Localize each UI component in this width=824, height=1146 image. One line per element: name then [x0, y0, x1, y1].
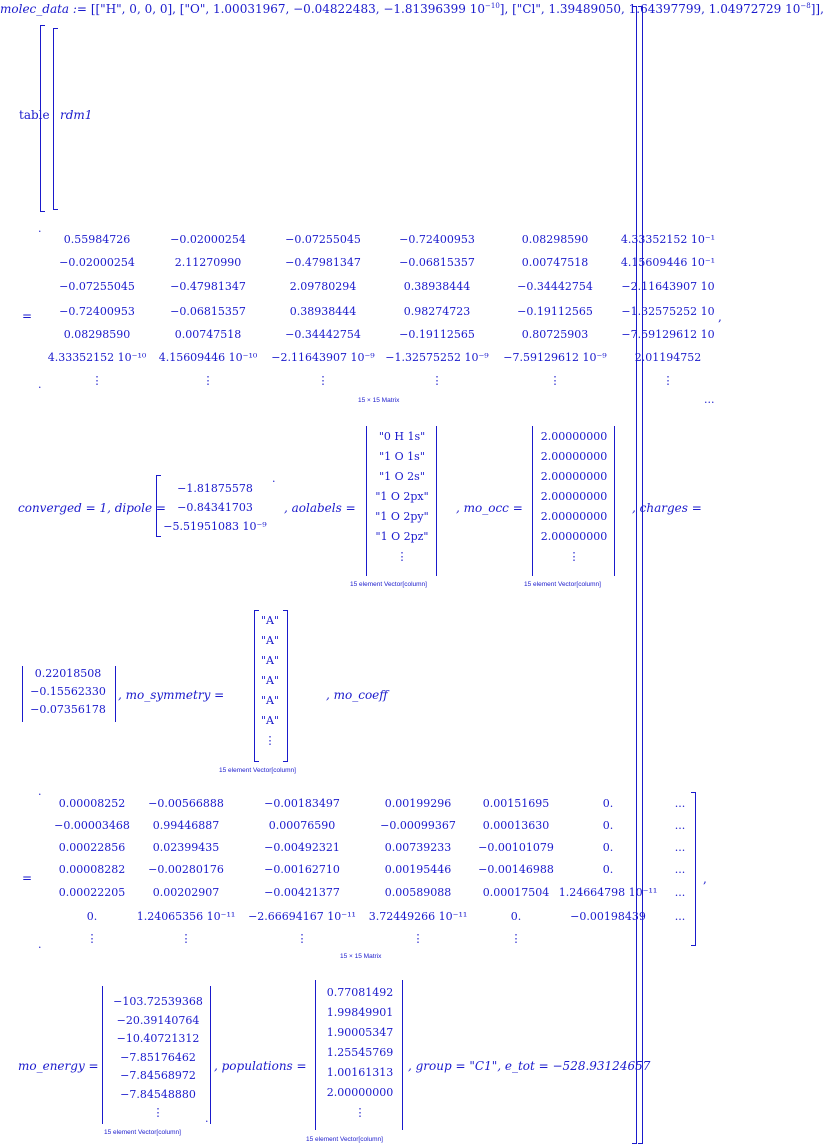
matrix2-cell: −0.00198439	[570, 910, 646, 923]
matrix2-vdots: ⋮	[296, 932, 308, 945]
mo-energy-left-bar	[102, 986, 103, 1124]
matrix1-cell: 2.09780294	[289, 280, 357, 293]
matrix1-cell: 0.80725903	[521, 328, 589, 341]
matrix2-cell: 0.00589088	[384, 886, 452, 899]
matrix1-cell: −0.19112565	[399, 328, 475, 341]
mo-energy-right-bar	[210, 986, 211, 1124]
charges-entry: 0.22018508	[34, 667, 102, 680]
populations-entry: ⋮	[354, 1106, 366, 1119]
aolabels-entry: "1 O 2px"	[375, 490, 429, 503]
matrix1-cell: 0.08298590	[63, 328, 131, 341]
matrix1-caption: 15 × 15 Matrix	[358, 397, 400, 404]
matrix2-cell: 0.00022205	[58, 886, 126, 899]
matrix2-cell: −0.00566888	[148, 797, 224, 810]
mo-energy-caption: 15 element Vector[column]	[104, 1129, 181, 1136]
matrix1-cell: −7.59129612 10	[621, 328, 715, 341]
populations-left-bar	[315, 980, 316, 1130]
converged-dipole-label: converged = 1, dipole =	[18, 501, 166, 515]
populations-entry: 1.90005347	[326, 1026, 394, 1039]
populations-entry: 1.25545769	[326, 1046, 394, 1059]
matrix2-cell: −0.00183497	[264, 797, 340, 810]
mo-occ-entry: ⋮	[568, 550, 580, 563]
table-label: table	[19, 108, 50, 122]
mo-occ-entry: 2.00000000	[540, 430, 608, 443]
mo-symmetry-caption: 15 element Vector[column]	[219, 767, 296, 774]
mo-occ-entry: 2.00000000	[540, 490, 608, 503]
matrix2-cell: 0.	[602, 797, 614, 810]
mo-symmetry-entry: "A"	[260, 634, 280, 647]
matrix1-cell: −0.07255045	[59, 280, 135, 293]
matrix1-cell: 0.00747518	[521, 256, 589, 269]
matrix1-cell: −0.19112565	[517, 305, 593, 318]
matrix2-cell: 0.02399435	[152, 841, 220, 854]
mo-occ-entry: 2.00000000	[540, 530, 608, 543]
aolabels-left-bar	[366, 426, 367, 576]
aolabels-label: , aolabels =	[284, 501, 356, 515]
matrix1-cell: 2.01194752	[634, 351, 702, 364]
matrix2-cell: 0.00199296	[384, 797, 452, 810]
matrix1-vdots: ⋮	[202, 374, 214, 387]
matrix2-cell: −0.00146988	[478, 863, 554, 876]
mo-energy-entry: −7.85176462	[120, 1050, 196, 1064]
mo-occ-label: , mo_occ =	[456, 501, 523, 515]
mo-occ-entry: 2.00000000	[540, 470, 608, 483]
aolabels-entry: "1 O 2py"	[375, 510, 429, 523]
charges-right-bar	[115, 666, 116, 722]
populations-entry: 1.99849901	[326, 1006, 394, 1019]
matrix2-cell: −0.00280176	[148, 863, 224, 876]
rdm1-label: rdm1	[60, 108, 93, 122]
matrix2-cell: ...	[674, 819, 686, 832]
matrix2-cell: 0.00195446	[384, 863, 452, 876]
matrix1-cell: 0.08298590	[521, 233, 589, 246]
matrix2-cell: −0.00421377	[264, 886, 340, 899]
matrix2-bottom-mark: .	[38, 938, 42, 951]
matrix2-cell: 1.24065356 10⁻¹¹	[136, 910, 236, 923]
matrix2-cell: −0.00101079	[478, 841, 554, 854]
matrix2-equals: =	[22, 871, 33, 885]
populations-entry: 2.00000000	[326, 1086, 394, 1099]
mo-energy-entry: −103.72539368	[113, 995, 203, 1008]
charges-label: , charges =	[632, 501, 702, 515]
molec-data-content-a: [["H", 0, 0, 0], ["O", 1.00031967, −0.04822483, −1.81396399 10	[90, 2, 486, 16]
matrix2-cell: 0.00013630	[482, 819, 550, 832]
matrix1-cell: 4.33352152 10⁻¹⁰	[47, 351, 147, 364]
matrix1-cell: 0.38938444	[403, 280, 471, 293]
molec-data-content-b: ], ["Cl", 1.39489050, 1.64397799, 1.04972729 10	[499, 2, 801, 16]
matrix1-vdots: ⋮	[91, 374, 103, 387]
matrix2-cell: 0.	[602, 863, 614, 876]
table-inner-paren	[53, 28, 58, 210]
matrix1-cell: −2.11643907 10	[621, 280, 715, 293]
matrix2-cell: 0.00076590	[268, 819, 336, 832]
matrix2-cell: 0.	[602, 819, 614, 832]
matrix1-cell: −1.32575252 10⁻⁹	[385, 351, 489, 364]
matrix1-cell: −0.06815357	[399, 256, 475, 269]
mo-energy-entry: ⋮	[152, 1106, 164, 1119]
dipole-entry: −5.51951083 10⁻⁹	[163, 520, 267, 533]
matrix2-cell: 0.00202907	[152, 886, 220, 899]
molec-data-line	[0, 2, 824, 16]
molec-data-prefix: molec_data :=	[0, 2, 91, 16]
matrix1-vdots: ⋮	[662, 374, 674, 387]
matrix2-cell: −0.00099367	[380, 819, 456, 832]
aolabels-entry: ⋮	[396, 550, 408, 563]
mo-energy-entry: −7.84568972	[120, 1069, 196, 1082]
matrix2-cell: 0.00008282	[58, 863, 126, 876]
mo-symmetry-entry: "A"	[260, 694, 280, 707]
matrix2-cell: 0.	[510, 910, 522, 923]
mo-symmetry-entry: "A"	[260, 654, 280, 667]
populations-caption: 15 element Vector[column]	[306, 1136, 383, 1143]
matrix2-cell: −0.00003468	[54, 819, 130, 832]
matrix1-ellipsis: ...	[704, 393, 715, 406]
mo-energy-label: mo_energy =	[18, 1059, 99, 1073]
group-etot-label: , group = "C1", e_tot = −528.93124657	[408, 1059, 651, 1073]
matrix2-cell: −2.66694167 10⁻¹¹	[248, 910, 356, 923]
mo-occ-right-bar	[614, 426, 615, 576]
mo-occ-caption: 15 element Vector[column]	[524, 581, 601, 588]
table-outer-right-paren	[632, 6, 637, 1144]
matrix1-vdots: ⋮	[431, 374, 443, 387]
mo-symmetry-entry: "A"	[260, 714, 280, 727]
matrix2-cell: 1.24664798 10⁻¹¹	[558, 886, 658, 899]
matrix2-cell: ...	[674, 863, 686, 876]
dipole-entry: −1.81875578	[177, 482, 253, 495]
dipole-top-mark: .	[272, 472, 276, 485]
aolabels-entry: "1 O 2s"	[379, 470, 425, 483]
matrix2-cell: 0.00017504	[482, 886, 550, 899]
matrix1-cell: −0.06815357	[170, 305, 246, 318]
matrix2-cell: 0.00739233	[384, 841, 452, 854]
mo-symmetry-entry: ⋮	[264, 734, 276, 747]
matrix2-vdots: ⋮	[86, 932, 98, 945]
populations-right-bar	[402, 980, 403, 1130]
molec-data-content	[91, 2, 824, 16]
matrix2-cell: ...	[674, 910, 686, 923]
charges-left-bar	[22, 666, 23, 722]
matrix2-cell: ...	[674, 797, 686, 810]
matrix2-cell: 0.99446887	[152, 819, 220, 832]
dipole-left-bracket	[156, 475, 161, 537]
matrix1-bottom-mark: .	[38, 378, 42, 391]
mo-symmetry-entry: "A"	[260, 614, 280, 627]
mo-symmetry-left-bracket	[254, 610, 259, 762]
matrix2-cell: ...	[674, 886, 686, 899]
mo-symmetry-right-bracket	[283, 610, 288, 762]
molec-exp2: −8	[800, 2, 811, 10]
matrix1-cell: −0.72400953	[399, 233, 475, 246]
matrix2-right-bracket	[691, 792, 696, 946]
matrix1-cell: 4.33352152 10⁻¹	[620, 233, 716, 246]
mo-occ-left-bar	[532, 426, 533, 576]
matrix1-vdots: ⋮	[317, 374, 329, 387]
aolabels-right-bar	[436, 426, 437, 576]
matrix1-top-mark: .	[38, 222, 42, 235]
matrix2-vdots: ⋮	[412, 932, 424, 945]
dipole-entry: −0.84341703	[177, 501, 253, 514]
charges-entry: −0.15562330	[30, 685, 106, 698]
mo-symmetry-label: , mo_symmetry =	[118, 688, 225, 702]
matrix1-cell: 0.98274723	[403, 305, 471, 318]
matrix1-cell: −0.07255045	[285, 233, 361, 246]
matrix1-equals: =	[22, 309, 33, 323]
populations-entry: 1.00161313	[326, 1066, 394, 1079]
matrix1-cell: −0.02000254	[170, 233, 246, 246]
aolabels-entry: "1 O 2pz"	[375, 530, 429, 543]
mo-energy-mark: .	[205, 1112, 209, 1125]
matrix1-cell: 2.11270990	[174, 256, 242, 269]
aolabels-entry: "1 O 1s"	[379, 450, 425, 463]
matrix1-cell: −1.32575252 10	[621, 305, 715, 318]
matrix1-comma: ,	[718, 310, 722, 324]
matrix1-cell: 4.15609446 10⁻¹	[620, 256, 716, 269]
populations-entry: 0.77081492	[326, 986, 394, 999]
matrix2-cell: 3.72449266 10⁻¹¹	[368, 910, 468, 923]
matrix2-cell: ...	[674, 841, 686, 854]
mo-occ-entry: 2.00000000	[540, 450, 608, 463]
molec-data-content-c: ]],	[810, 2, 824, 16]
table-inner-right-paren	[638, 6, 643, 1144]
mo-coeff-label: , mo_coeff	[326, 688, 388, 702]
matrix1-cell: 0.38938444	[289, 305, 357, 318]
matrix1-cell: 0.00747518	[174, 328, 242, 341]
matrix1-cell: −7.59129612 10⁻⁹	[503, 351, 607, 364]
matrix1-cell: −0.34442754	[517, 280, 593, 293]
matrix2-top-mark: .	[38, 785, 42, 798]
populations-label: , populations =	[214, 1059, 307, 1073]
matrix2-cell: −0.00492321	[264, 841, 340, 854]
matrix1-cell: 0.55984726	[63, 233, 131, 246]
matrix1-cell: −0.47981347	[285, 256, 361, 269]
matrix1-cell: 4.15609446 10⁻¹⁰	[158, 351, 258, 364]
mo-energy-entry: −7.84548880	[120, 1087, 196, 1101]
matrix1-cell: −0.34442754	[285, 328, 361, 341]
mo-energy-entry: −10.40721312	[116, 1032, 200, 1045]
mo-symmetry-entry: "A"	[260, 674, 280, 687]
matrix2-cell: 0.00008252	[58, 797, 126, 810]
aolabels-entry: "0 H 1s"	[378, 430, 426, 443]
matrix1-cell: −0.72400953	[59, 305, 135, 318]
mo-energy-entry: −20.39140764	[116, 1013, 200, 1027]
matrix2-cell: −0.00162710	[264, 863, 340, 876]
matrix2-cell: 0.	[602, 841, 614, 854]
matrix2-cell: 0.00022856	[58, 841, 126, 854]
matrix2-caption: 15 × 15 Matrix	[340, 953, 382, 960]
matrix1-cell: −0.47981347	[170, 280, 246, 293]
molec-exp1: −10	[485, 2, 500, 10]
aolabels-caption: 15 element Vector[column]	[350, 581, 427, 588]
charges-entry: −0.07356178	[30, 703, 106, 716]
matrix2-vdots: ⋮	[180, 932, 192, 945]
matrix1-vdots: ⋮	[549, 374, 561, 387]
matrix2-cell: 0.00151695	[482, 797, 550, 810]
matrix2-comma: ,	[703, 872, 707, 886]
matrix2-vdots: ⋮	[510, 932, 522, 945]
mo-occ-entry: 2.00000000	[540, 510, 608, 523]
matrix1-cell: −2.11643907 10⁻⁹	[271, 351, 375, 364]
matrix1-cell: −0.02000254	[59, 256, 135, 269]
matrix2-cell: 0.	[86, 910, 98, 923]
